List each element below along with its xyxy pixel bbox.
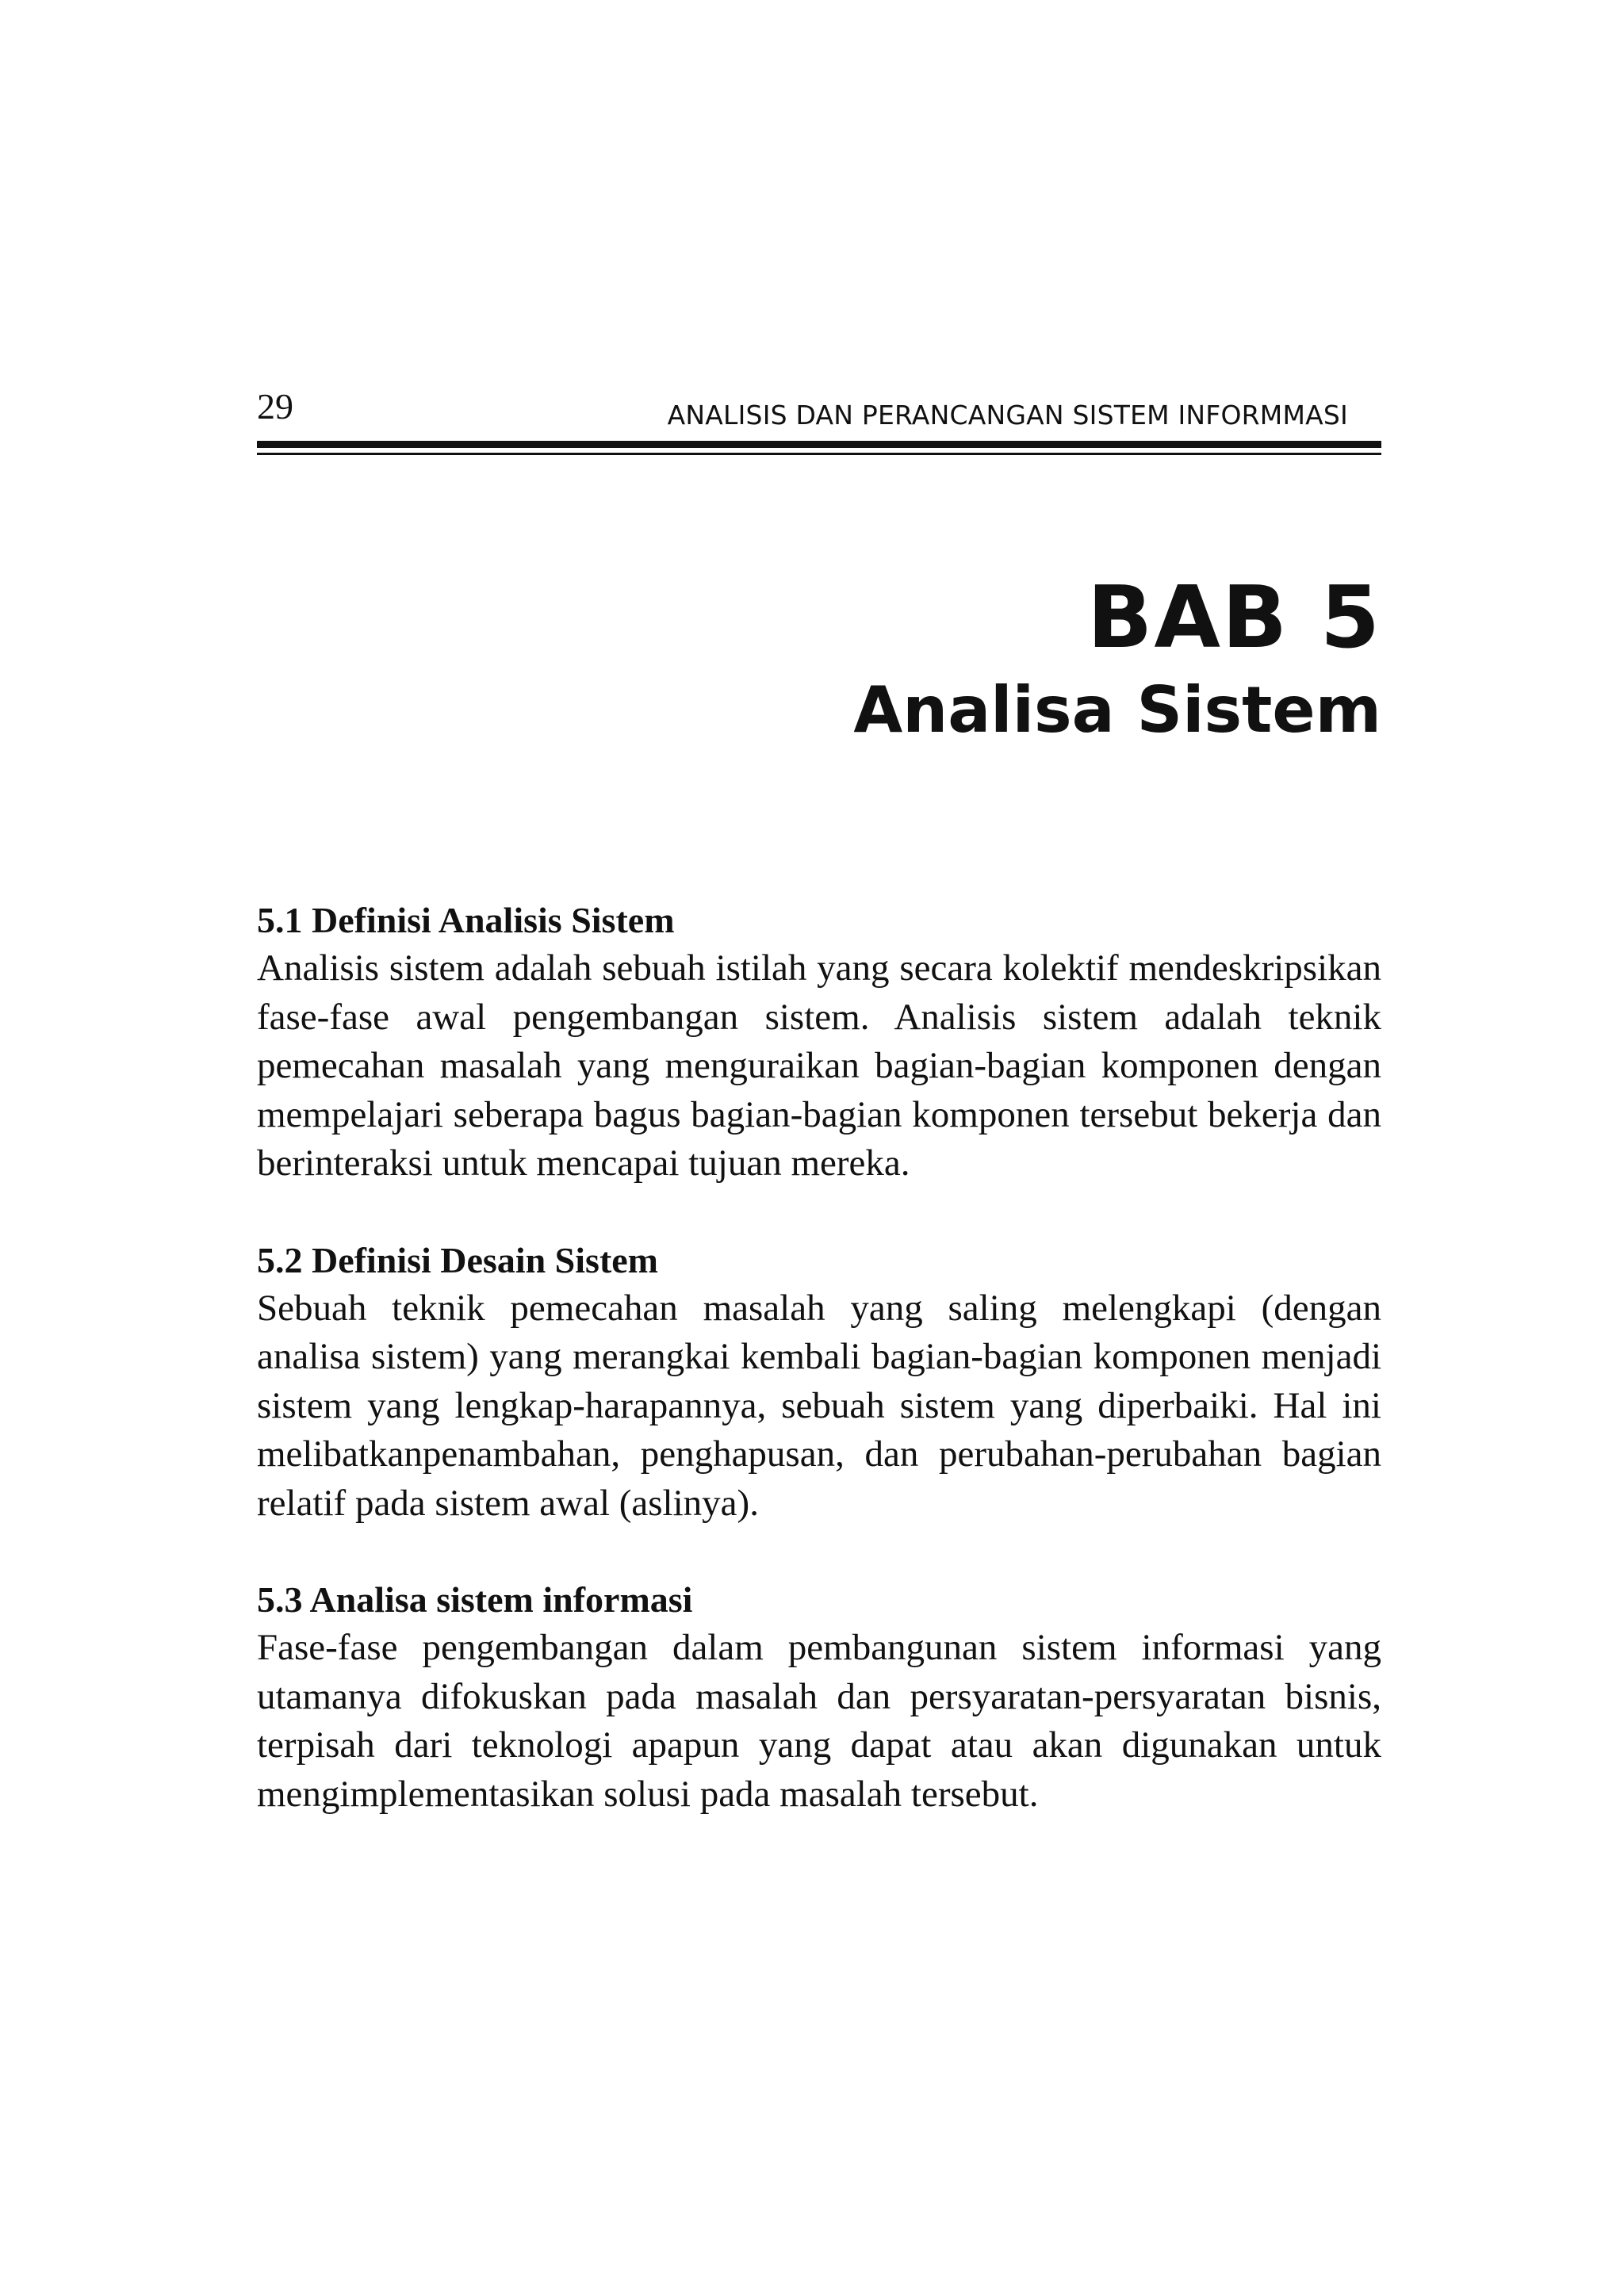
page-number: 29	[257, 386, 293, 427]
main-content	[257, 896, 1381, 1866]
page-header	[257, 387, 1381, 434]
section-heading: 5.1 Definisi Analisis Sistem	[257, 900, 675, 940]
section-body: Sebuah teknik pemecahan masalah yang saling melengkapi (dengan analisa sistem) yang merangkai kembali bagian-bagian komponen menjadi sistem yang lengkap-harapannya, sebuah sistem yang diperbaiki. Hal ini melibatkanpenambahan, penghapusan, dan perubahan-perubahan bagian relatif pada sistem awal (aslinya).	[257, 1287, 1381, 1524]
section-5-2	[257, 1236, 1381, 1529]
header-rule-thick	[257, 441, 1381, 448]
section-5-3	[257, 1575, 1381, 1819]
section-body: Analisis sistem adalah sebuah istilah yang secara kolektif mendeskripsikan fase-fase awal pengembangan sistem. Analisis sistem adalah teknik pemecahan masalah yang menguraikan bagian-bagian komponen dengan mempelajari seberapa bagus bagian-bagian komponen tersebut bekerja dan berinteraksi untuk mencapai tujuan mereka.	[257, 947, 1381, 1184]
section-5-1	[257, 896, 1381, 1188]
chapter-number: BAB 5	[1087, 568, 1381, 668]
section-body: Fase-fase pengembangan dalam pembangunan sistem informasi yang utamanya difokuskan pada masalah dan persyaratan-persyaratan bisnis, terpisah dari teknologi apapun yang dapat atau akan digunakan untuk mengimplementasikan solusi pada masalah tersebut.	[257, 1627, 1381, 1815]
header-rule-thin	[257, 453, 1381, 455]
chapter-title: Analisa Sistem	[853, 673, 1381, 747]
section-heading: 5.2 Definisi Desain Sistem	[257, 1239, 658, 1280]
running-title: ANALISIS DAN PERANCANGAN SISTEM INFORMMASI	[667, 400, 1348, 430]
section-heading: 5.3 Analisa sistem informasi	[257, 1579, 693, 1620]
